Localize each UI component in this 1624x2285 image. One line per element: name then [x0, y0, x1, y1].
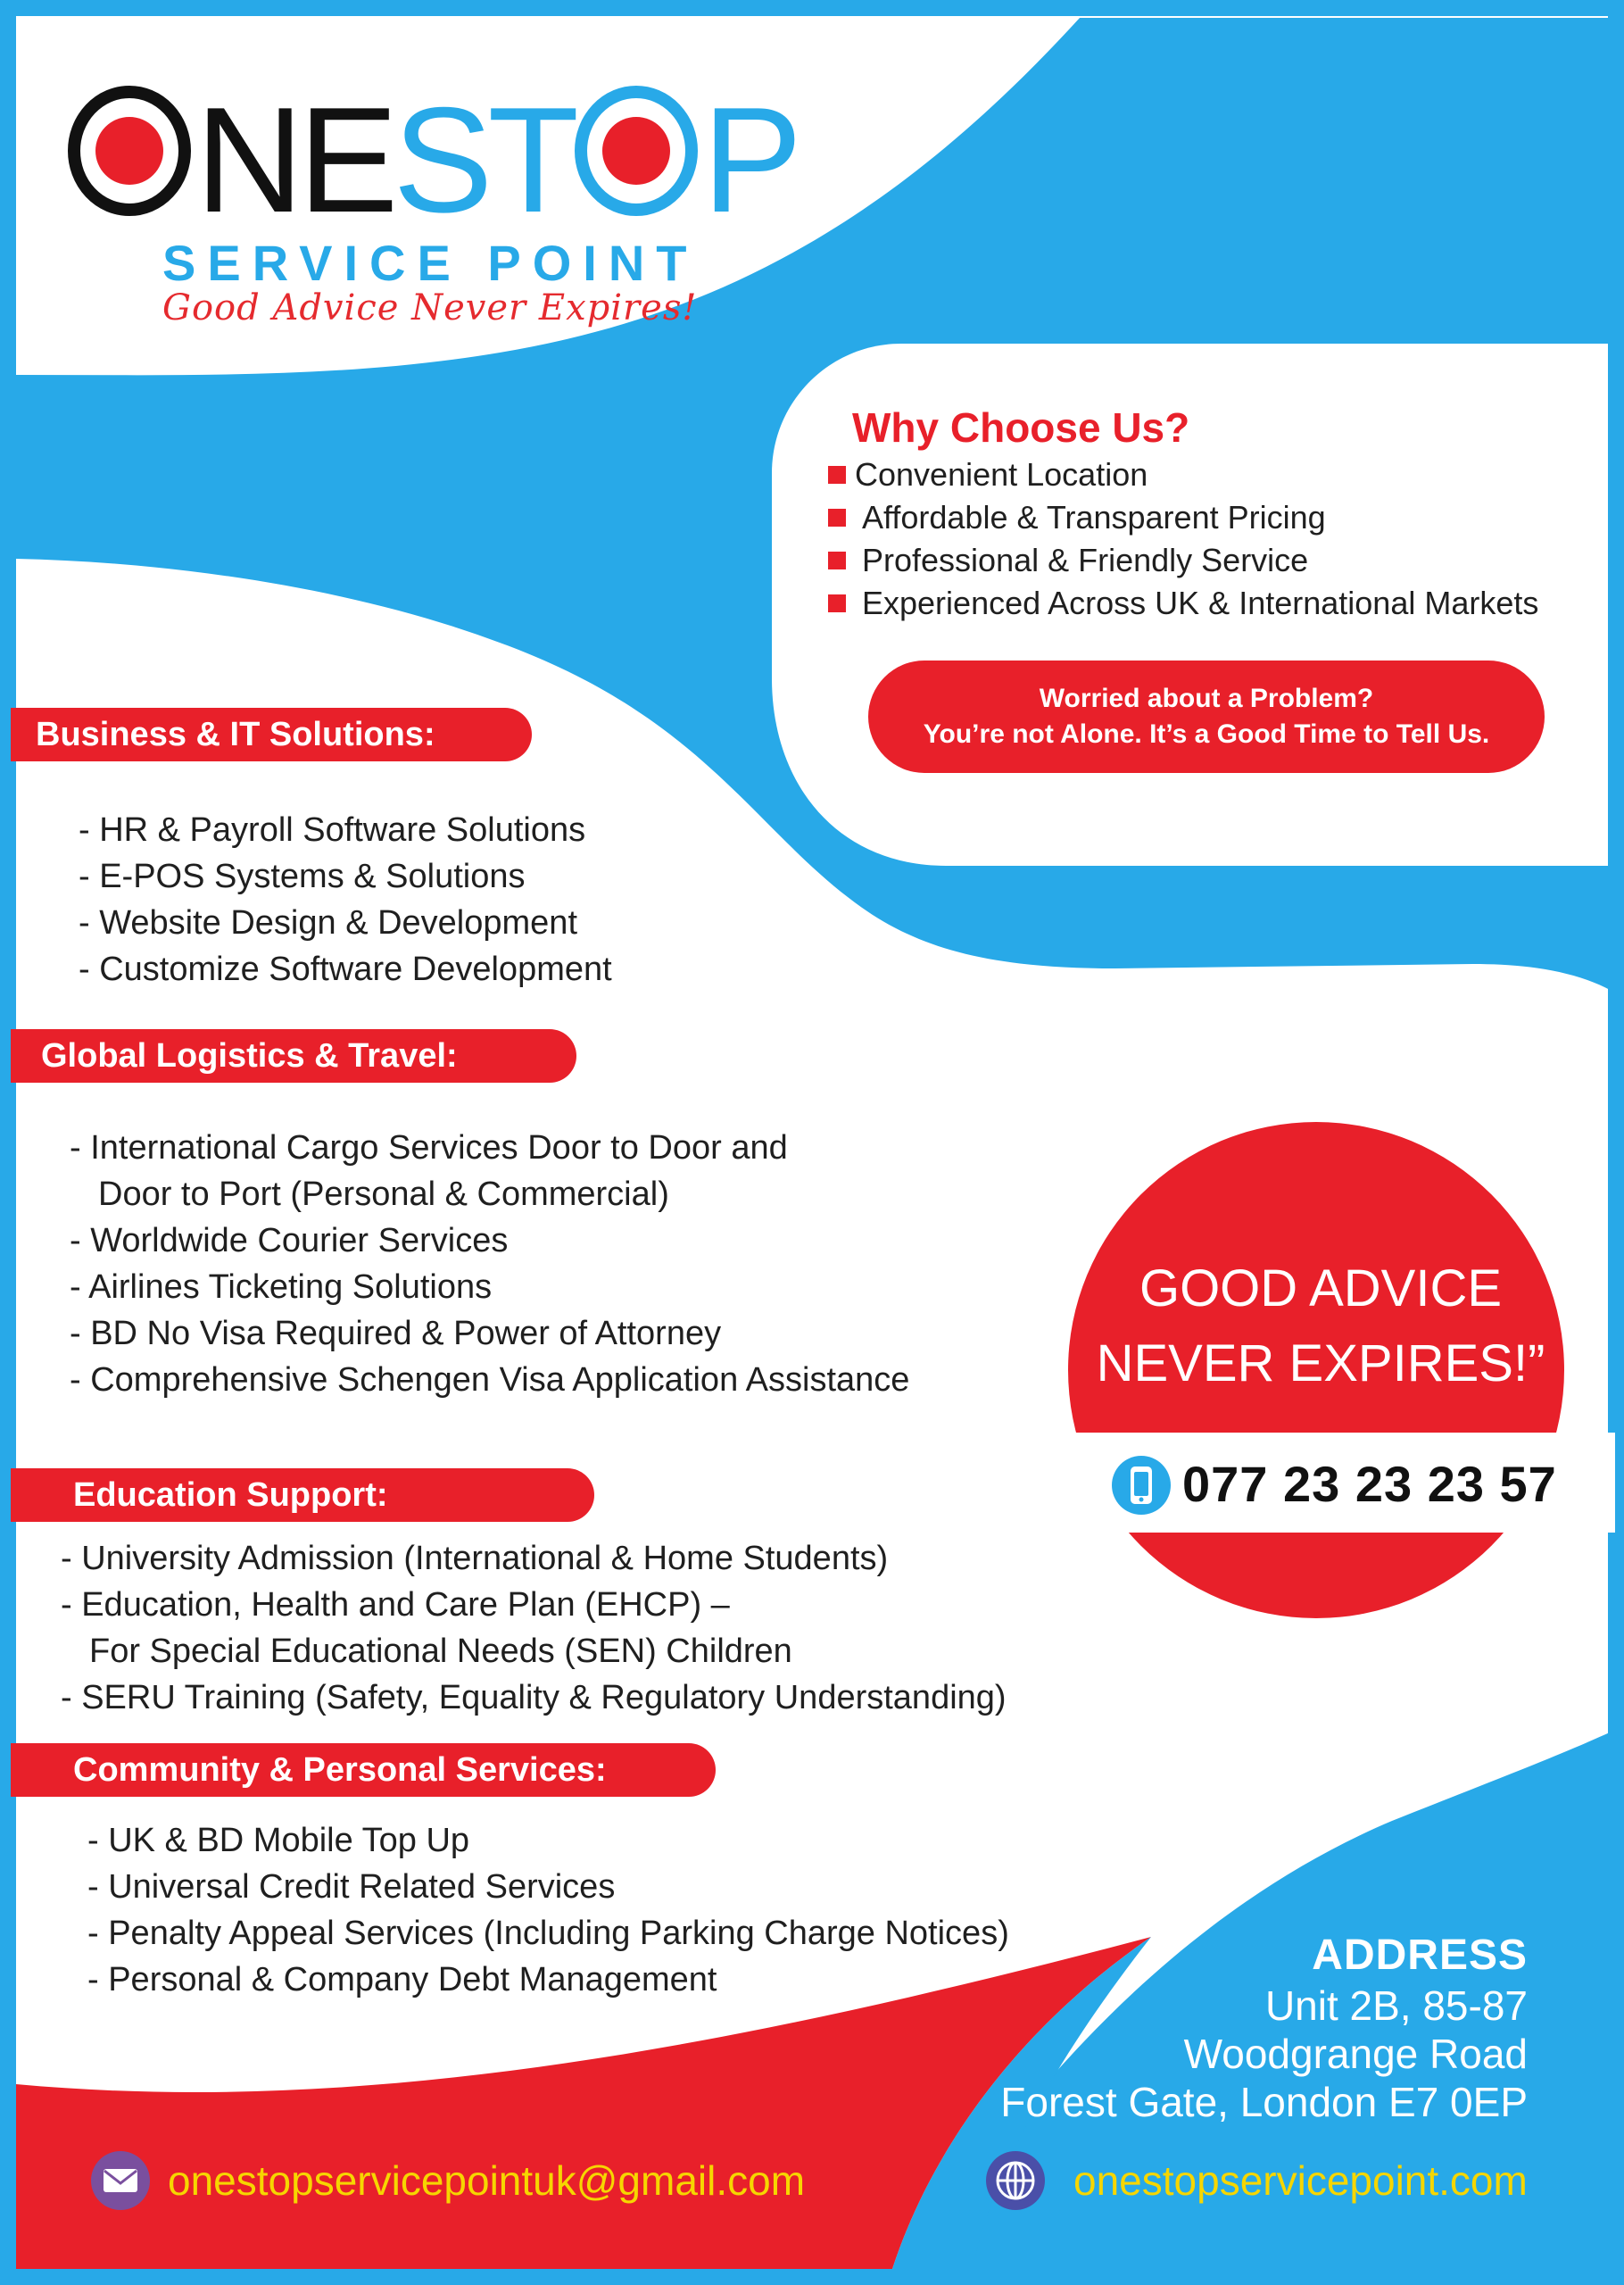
service-item: - Penalty Appeal Services (Including Parking Charge Notices): [87, 1915, 1009, 1952]
section-header-business: Business & IT Solutions:: [11, 708, 532, 761]
community-services-list: [87, 1817, 1009, 2003]
red-square-bullet-icon: [828, 552, 846, 569]
why-choose-item: [828, 539, 1538, 582]
envelope-icon: [89, 2149, 152, 2212]
why-choose-item-text: Professional & Friendly Service: [862, 542, 1309, 578]
problem-banner-line1: Worried about a Problem?: [1039, 684, 1374, 713]
why-choose-item: [828, 582, 1538, 625]
service-item: - Airlines Ticketing Solutions: [70, 1268, 493, 1306]
address-block: [1000, 1930, 1528, 2126]
service-item: - Website Design & Development: [79, 904, 577, 942]
logo-text-ne: NE: [195, 76, 394, 244]
why-choose-list: [828, 453, 1538, 625]
logo-text-st: ST: [393, 76, 575, 244]
logo-text-p: P: [702, 76, 798, 244]
why-choose-title: Why Choose Us?: [852, 404, 1190, 451]
advice-slogan: [1062, 1251, 1579, 1401]
problem-banner: [868, 661, 1545, 773]
business-services-list: [79, 807, 612, 993]
brand-subtitle: SERVICE POINT: [162, 235, 699, 291]
section-header-community: Community & Personal Services:: [11, 1743, 716, 1797]
service-item: - Personal & Company Debt Management: [87, 1961, 717, 1998]
service-item: - Education, Health and Care Plan (EHCP) –: [61, 1586, 730, 1624]
why-choose-item-text: Convenient Location: [855, 456, 1148, 493]
problem-banner-line2: You’re not Alone. It’s a Good Time to Tell Us.: [923, 719, 1490, 749]
address-title: ADDRESS: [1312, 1932, 1528, 1979]
service-item: - Worldwide Courier Services: [70, 1222, 509, 1259]
email-address[interactable]: onestopservicepointuk@gmail.com: [168, 2157, 806, 2204]
service-item: - Comprehensive Schengen Visa Application Assistance: [70, 1361, 910, 1399]
red-square-bullet-icon: [828, 594, 846, 612]
advice-line2: NEVER EXPIRES!”: [1096, 1334, 1545, 1392]
service-item: - International Cargo Services Door to Door and: [70, 1129, 788, 1167]
why-choose-item-text: Experienced Across UK & International Markets: [862, 585, 1539, 621]
brand-wordmark: [67, 76, 798, 244]
why-choose-item: [828, 496, 1538, 539]
service-item: - HR & Payroll Software Solutions: [79, 811, 586, 849]
logo-o-target-icon: [67, 85, 192, 217]
brand-tagline: Good Advice Never Expires!: [162, 287, 698, 328]
red-square-bullet-icon: [828, 509, 846, 527]
logistics-services-list: [70, 1125, 909, 1403]
service-item: - UK & BD Mobile Top Up: [87, 1822, 470, 1859]
why-choose-item-text: Affordable & Transparent Pricing: [862, 499, 1326, 536]
website-url[interactable]: onestopservicepoint.com: [1073, 2157, 1528, 2204]
mobile-phone-icon: [1111, 1455, 1172, 1516]
address-line1: Unit 2B, 85-87: [1264, 1982, 1528, 2029]
service-item: - Customize Software Development: [79, 951, 612, 988]
service-item-continued: Door to Port (Personal & Commercial): [98, 1176, 669, 1213]
phone-number[interactable]: 077 23 23 23 57: [1182, 1456, 1557, 1512]
logo-o-target-icon-2: [574, 85, 699, 217]
red-square-bullet-icon: [828, 466, 846, 484]
why-choose-item: [828, 453, 1538, 496]
advice-line1: GOOD ADVICE: [1139, 1259, 1503, 1317]
service-item-continued: For Special Educational Needs (SEN) Children: [89, 1633, 792, 1670]
service-item: - SERU Training (Safety, Equality & Regulatory Understanding): [61, 1679, 1007, 1716]
address-line2: Woodgrange Road: [1183, 2031, 1528, 2077]
service-item: - BD No Visa Required & Power of Attorney: [70, 1315, 722, 1352]
section-header-logistics: Global Logistics & Travel:: [11, 1029, 576, 1083]
service-item: - University Admission (International & Home Students): [61, 1540, 889, 1577]
section-header-education: Education Support:: [11, 1468, 594, 1522]
service-item: - Universal Credit Related Services: [87, 1868, 616, 1906]
globe-icon: [984, 2149, 1047, 2212]
service-item: - E-POS Systems & Solutions: [79, 858, 526, 895]
address-line3: Forest Gate, London E7 0EP: [1000, 2079, 1528, 2125]
education-services-list: [61, 1535, 1007, 1721]
